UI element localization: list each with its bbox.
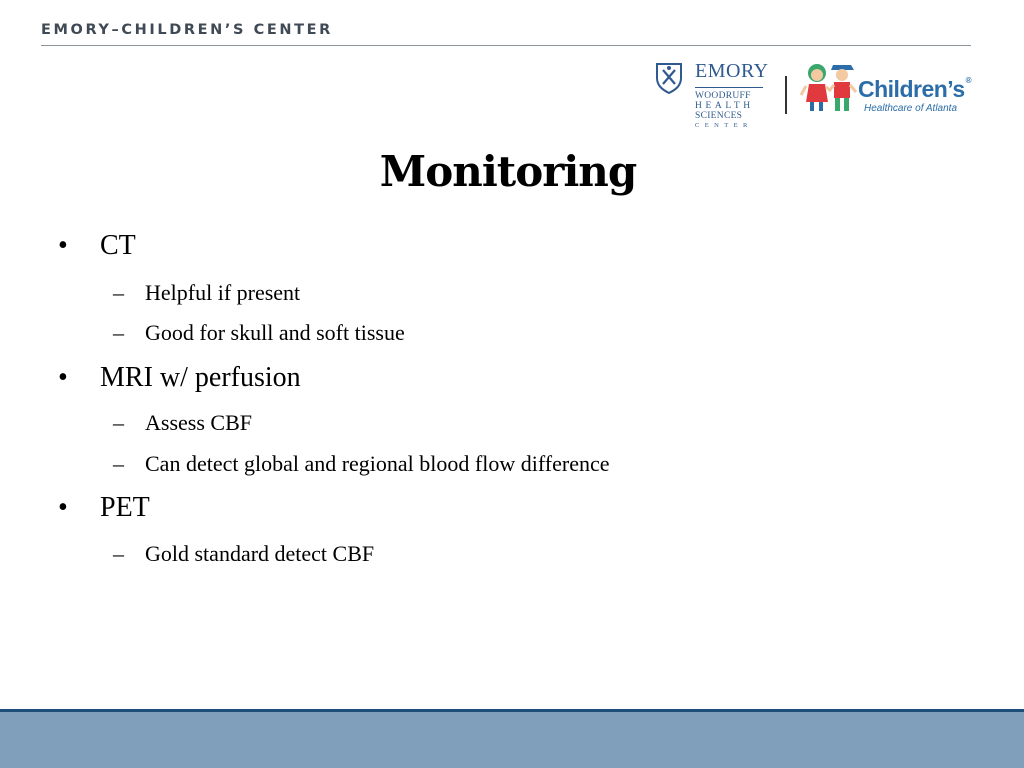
- childrens-logo: [800, 62, 974, 118]
- sub-bullet-item: [113, 280, 300, 306]
- bullet-item: [58, 492, 150, 524]
- bullet-item: [58, 230, 136, 262]
- bullet-symbol: •: [58, 230, 68, 261]
- emory-logo: [655, 60, 767, 132]
- emory-subtitle: [695, 91, 765, 131]
- sub-bullet-item: [113, 451, 609, 477]
- childrens-tagline: Healthcare of Atlanta: [864, 103, 958, 114]
- bullet-symbol: •: [58, 492, 68, 523]
- bullet-text: CT: [100, 230, 136, 261]
- sub-bullet-item: [113, 541, 374, 567]
- bullet-text: MRI w/ perfusion: [100, 362, 301, 393]
- emory-sub-line3: SCIENCES: [695, 111, 743, 121]
- childrens-wordmark: [858, 76, 971, 103]
- emory-sub-line2: HEALTH: [695, 101, 754, 111]
- bullet-item: [58, 362, 301, 394]
- emory-rule: [695, 87, 763, 88]
- sub-bullet-symbol: –: [113, 541, 124, 566]
- sub-bullet-symbol: –: [113, 410, 124, 435]
- slide-title: Monitoring: [379, 147, 637, 196]
- header-title: EMORY–CHILDREN’S CENTER: [41, 22, 333, 38]
- sub-bullet-symbol: –: [113, 451, 124, 476]
- logo-divider: [785, 76, 787, 114]
- bullet-symbol: •: [58, 362, 68, 393]
- header-rule: [41, 45, 971, 46]
- sub-bullet-text: Can detect global and regional blood flow difference: [145, 451, 610, 476]
- bullet-text: PET: [100, 492, 150, 523]
- emory-shield-icon: [655, 62, 683, 94]
- sub-bullet-text: Gold standard detect CBF: [145, 541, 375, 566]
- registered-mark: ®: [965, 76, 972, 85]
- emory-wordmark: EMORY: [695, 60, 769, 82]
- kids-figures-icon: [800, 62, 860, 114]
- childrens-name-text: Children’s: [858, 76, 965, 102]
- emory-sub-line1: WOODRUFF: [695, 91, 751, 101]
- sub-bullet-text: Helpful if present: [145, 280, 301, 305]
- sub-bullet-text: Assess CBF: [145, 410, 252, 435]
- sub-bullet-text: Good for skull and soft tissue: [145, 320, 405, 345]
- sub-bullet-symbol: –: [113, 280, 124, 305]
- sub-bullet-item: [113, 410, 252, 436]
- footer-band: [0, 712, 1024, 768]
- sub-bullet-symbol: –: [113, 320, 124, 345]
- sub-bullet-item: [113, 320, 405, 346]
- emory-sub-line4: CENTER: [695, 122, 753, 129]
